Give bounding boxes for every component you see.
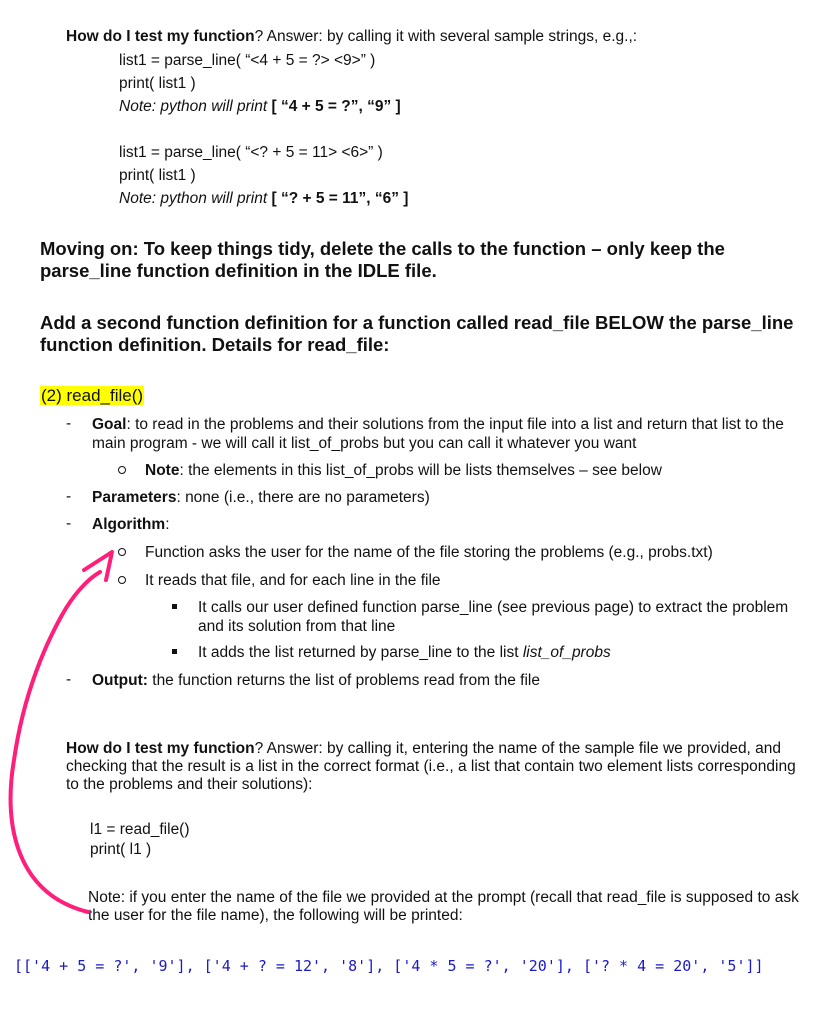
algorithm-step1: Function asks the user for the name of the file storing the problems (e.g., probs.txt)	[145, 544, 713, 561]
test2-line3: to the problems and their solutions):	[66, 776, 313, 793]
test2-note-line2: the user for the file name), the following will be printed:	[88, 907, 463, 924]
algorithm-sub1-line2: and its solution from that line	[198, 618, 396, 635]
algorithm-sub2: It adds the list returned by parse_line to the list list_of_probs	[198, 644, 611, 661]
test-intro-2: How do I test my function? Answer: by calling it, entering the name of the sample file we provided, and	[66, 740, 782, 757]
section-label: (2) read_file()	[41, 386, 144, 405]
example1-print: print( list1 )	[119, 75, 196, 92]
algorithm-sub1-line1: It calls our user defined function parse_line (see previous page) to extract the problem	[198, 599, 789, 616]
parameters-line: Parameters: none (i.e., there are no parameters)	[92, 489, 430, 506]
bullet-dash: -	[66, 671, 72, 688]
test2-note-line1: Note: if you enter the name of the file we provided at the prompt (recall that read_file is supposed to ask	[88, 889, 799, 906]
output-line: Output: the function returns the list of problems read from the file	[92, 672, 540, 689]
add-second-line1: Add a second function definition for a function called read_file BELOW the parse_line	[40, 312, 794, 333]
algorithm-line: Algorithm:	[92, 516, 170, 533]
example1-note: Note: python will print [ “4 + 5 = ?”, “9” ]	[119, 98, 401, 115]
bullet-dash: -	[66, 488, 72, 505]
example2-call: list1 = parse_line( “<? + 5 = 11> <6>” )	[119, 144, 383, 161]
goal-note: Note: the elements in this list_of_probs will be lists themselves – see below	[145, 462, 662, 479]
moving-on-line1: Moving on: To keep things tidy, delete the calls to the function – only keep the	[40, 238, 725, 259]
algorithm-step2: It reads that file, and for each line in the file	[145, 572, 441, 589]
goal-line1: Goal: to read in the problems and their solutions from the input file into a list and return that list to the	[92, 416, 784, 433]
bullet-dash: -	[66, 515, 72, 532]
test-heading-2: How do I test my function	[66, 740, 255, 757]
test-heading-1: How do I test my function	[66, 28, 255, 45]
printed-output: [['4 + 5 = ?', '9'], ['4 + ? = 12', '8'], ['4 * 5 = ?', '20'], ['? * 4 = 20', '5']]	[14, 957, 764, 975]
test2-line2: checking that the result is a list in the correct format (i.e., a list that contain two element lists corresponding	[66, 758, 796, 775]
code-line2: print( l1 )	[90, 841, 152, 858]
goal-line2: main program - we will call it list_of_probs but you can call it whatever you want	[92, 435, 637, 452]
bullet-dash: -	[66, 415, 72, 432]
moving-on-line2: parse_line function definition in the IDLE file.	[40, 260, 437, 281]
example2-print: print( list1 )	[119, 167, 196, 184]
example2-note: Note: python will print [ “? + 5 = 11”, “6” ]	[119, 190, 409, 207]
test-intro-1: How do I test my function? Answer: by calling it with several sample strings, e.g.,:	[66, 28, 638, 45]
code-line1: l1 = read_file()	[90, 821, 190, 838]
example1-call: list1 = parse_line( “<4 + 5 = ?> <9>” )	[119, 52, 376, 69]
add-second-line2: function definition. Details for read_file:	[40, 334, 390, 355]
